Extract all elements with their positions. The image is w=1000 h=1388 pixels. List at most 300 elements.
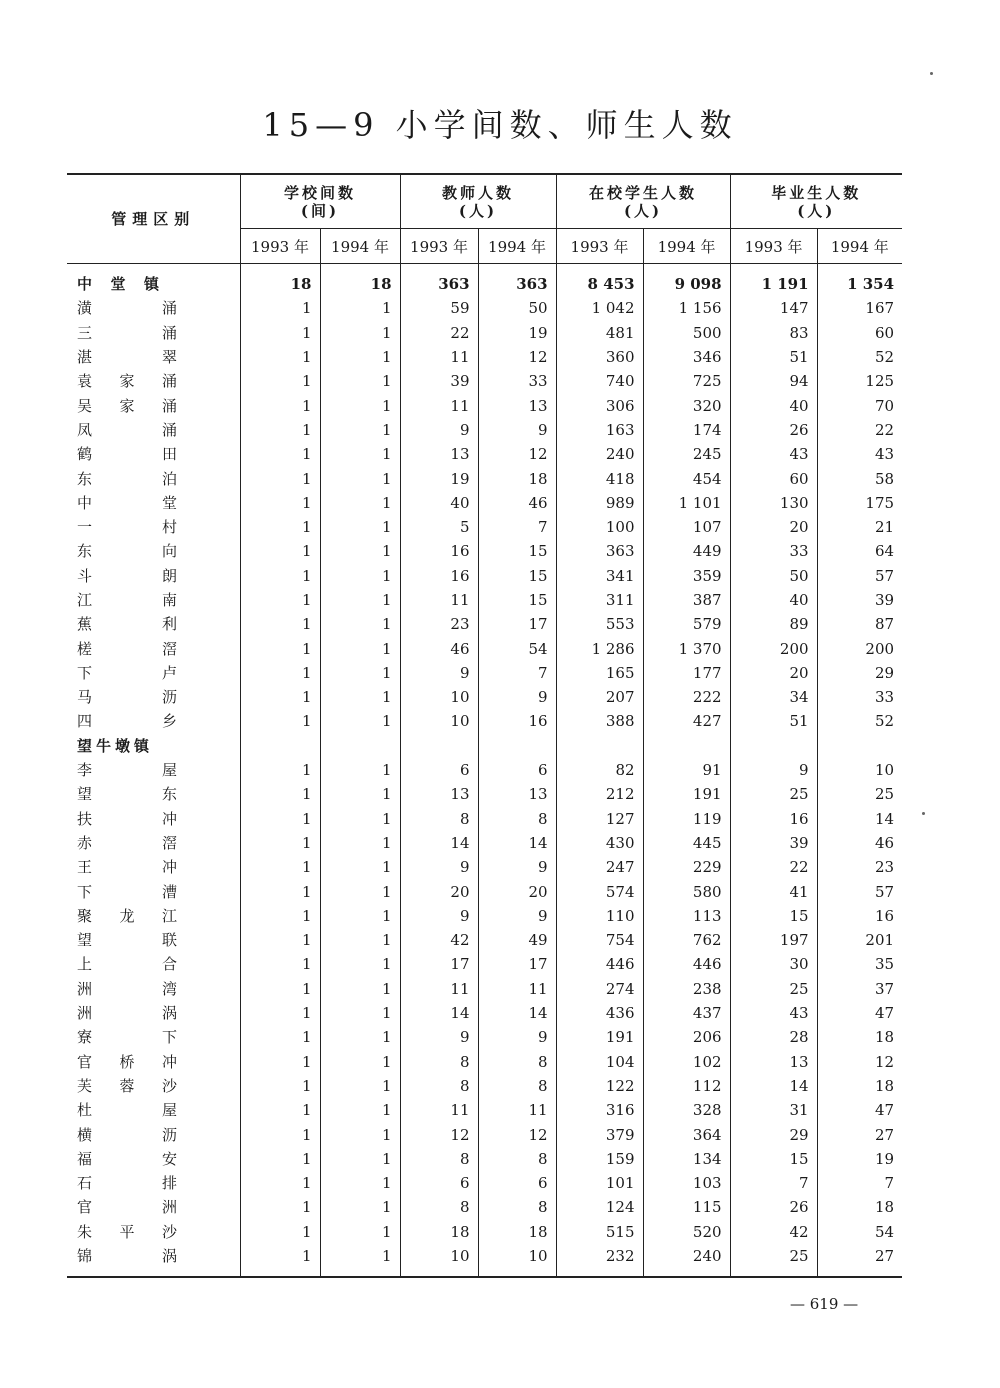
row-label-char: 沥 [161,688,177,707]
table-cell: 379 [556,1122,643,1146]
table-cell: 328 [643,1098,730,1122]
table-cell: 127 [556,807,643,831]
table-cell: 11 [478,1098,556,1122]
table-cell: 1 [240,879,320,903]
table-row [67,564,902,588]
table-cell: 1 [320,952,400,976]
table-cell: 87 [817,612,902,636]
row-label-char: 望 [77,931,93,950]
table-cell: 58 [817,466,902,490]
row-label-char: 东 [77,542,93,561]
table-cell: 15 [730,904,817,928]
table-cell: 11 [400,977,478,1001]
table-row [67,831,902,855]
table-row [67,977,902,1001]
table-cell: 1 [320,928,400,952]
row-label-char: 滘 [161,833,177,852]
table-cell: 1 191 [730,264,817,297]
table-row [67,1244,902,1277]
region-header: 管理区别 [67,174,240,264]
table-cell: 54 [817,1220,902,1244]
table-cell: 1 286 [556,636,643,660]
table-cell [320,734,400,758]
table-cell: 29 [730,1122,817,1146]
table-row [67,369,902,393]
table-row [67,1122,902,1146]
table-cell: 35 [817,952,902,976]
table-cell: 1 [240,1122,320,1146]
row-label-char: 沙 [161,1076,177,1095]
table-cell: 9 [478,418,556,442]
row-label-char: 卢 [161,663,177,682]
table-cell: 52 [817,345,902,369]
table-cell: 1 [320,1050,400,1074]
row-label-char: 龙 [119,906,135,925]
table-cell: 207 [556,685,643,709]
row-label-char: 官 [77,1198,93,1217]
year-header: 1994 年 [320,229,400,264]
row-label-char: 涌 [161,299,177,318]
table-row [67,612,902,636]
table-cell: 22 [400,321,478,345]
row-label-char: 寮 [77,1028,93,1047]
table-cell: 1 [240,1098,320,1122]
table-cell: 341 [556,564,643,588]
row-label-char: 沥 [161,1125,177,1144]
table-row [67,1074,902,1098]
table-cell: 52 [817,709,902,733]
table-cell: 1 [320,296,400,320]
row-label-char: 冲 [161,1052,177,1071]
table-cell: 15 [478,564,556,588]
table-cell: 191 [643,782,730,806]
table-cell: 364 [643,1122,730,1146]
table-cell: 754 [556,928,643,952]
table-cell: 1 [240,904,320,928]
row-label [67,1122,240,1146]
table-cell: 1 [320,1244,400,1277]
table-cell: 212 [556,782,643,806]
table-cell: 346 [643,345,730,369]
table-cell: 359 [643,564,730,588]
table-body [67,264,902,1278]
table-cell: 39 [400,369,478,393]
table-cell: 33 [817,685,902,709]
table-row [67,515,902,539]
table-row [67,952,902,976]
row-label-char: 合 [161,955,177,974]
row-label-char: 蕉 [77,615,93,634]
table-cell: 1 101 [643,491,730,515]
table-cell: 1 [240,588,320,612]
table-cell: 47 [817,1098,902,1122]
table-cell: 167 [817,296,902,320]
table-cell [478,734,556,758]
table-cell: 29 [817,661,902,685]
table-cell: 18 [478,466,556,490]
row-label [67,1050,240,1074]
table-cell: 47 [817,1001,902,1025]
row-label-char: 福 [77,1149,93,1168]
table-cell: 229 [643,855,730,879]
table-cell: 200 [730,636,817,660]
table-cell: 1 [240,807,320,831]
row-label [67,1001,240,1025]
group-header-students: 在校学生人数 (人) [556,174,730,229]
table-cell: 1 [240,418,320,442]
table-cell [400,734,478,758]
table-cell: 1 [320,1074,400,1098]
table-cell: 1 [320,636,400,660]
row-label-char: 漕 [161,882,177,901]
row-label-char: 南 [161,591,177,609]
table-cell: 574 [556,879,643,903]
table-cell: 11 [400,393,478,417]
table-cell: 7 [817,1171,902,1195]
table-cell: 54 [478,636,556,660]
row-label-char: 涌 [161,396,177,415]
row-label [67,636,240,660]
table-cell [817,734,902,758]
table-cell: 222 [643,685,730,709]
row-label-char: 赤 [77,833,93,852]
row-label [67,564,240,588]
table-cell: 1 [240,1050,320,1074]
table-cell: 13 [478,393,556,417]
table-cell: 124 [556,1195,643,1219]
table-cell: 10 [478,1244,556,1277]
table-cell: 10 [400,685,478,709]
table-cell: 20 [478,879,556,903]
table-cell: 1 [320,782,400,806]
row-label-char: 上 [77,955,93,974]
table-cell: 9 [400,418,478,442]
row-label [67,758,240,782]
table-cell: 14 [400,1001,478,1025]
table-cell: 7 [478,515,556,539]
table-cell: 1 042 [556,296,643,320]
row-label-char: 向 [161,542,177,561]
table-row [67,855,902,879]
row-label-char: 村 [161,518,177,537]
table-cell: 18 [817,1025,902,1049]
row-label [67,466,240,490]
table-cell: 8 [478,1074,556,1098]
table-cell: 437 [643,1001,730,1025]
row-label-char: 下 [77,663,93,682]
table-cell: 1 [320,539,400,563]
table-cell: 8 [478,807,556,831]
row-label [67,685,240,709]
row-label [67,709,240,733]
table-cell: 42 [400,928,478,952]
table-cell: 40 [730,393,817,417]
row-label [67,296,240,320]
row-label-char: 石 [77,1174,93,1193]
table-cell: 1 [320,904,400,928]
table-cell: 30 [730,952,817,976]
table-cell: 27 [817,1244,902,1277]
table-cell: 11 [478,977,556,1001]
table-cell: 1 [240,345,320,369]
table-cell: 33 [478,369,556,393]
row-label [67,345,240,369]
table-cell: 1 [240,1220,320,1244]
table-cell: 740 [556,369,643,393]
table-cell: 107 [643,515,730,539]
table-cell: 8 [400,1147,478,1171]
table-cell: 316 [556,1098,643,1122]
table-cell: 436 [556,1001,643,1025]
row-label [67,393,240,417]
table-cell: 134 [643,1147,730,1171]
row-label-char: 槎 [77,639,93,658]
table-cell: 119 [643,807,730,831]
table-cell: 1 [240,758,320,782]
table-cell: 115 [643,1195,730,1219]
table-cell: 21 [817,515,902,539]
row-label-char: 中 [77,275,93,294]
table-cell: 1 [240,539,320,563]
table-cell: 10 [817,758,902,782]
row-label-char: 乡 [161,712,177,731]
table-cell: 27 [817,1122,902,1146]
table-cell: 40 [730,588,817,612]
row-label-char: 平 [119,1222,135,1241]
row-label [67,491,240,515]
row-label [67,904,240,928]
table-row [67,1171,902,1195]
year-header: 1994 年 [643,229,730,264]
row-label [67,1171,240,1195]
row-label [67,539,240,563]
table-cell: 89 [730,612,817,636]
table-cell: 1 [240,491,320,515]
table-cell: 16 [817,904,902,928]
table-cell: 240 [556,442,643,466]
table-cell: 165 [556,661,643,685]
table-cell: 1 [240,515,320,539]
table-row [67,685,902,709]
table-cell: 125 [817,369,902,393]
table-cell: 110 [556,904,643,928]
table-cell: 18 [817,1074,902,1098]
table-cell: 306 [556,393,643,417]
table-row [67,442,902,466]
table-cell: 16 [478,709,556,733]
table-cell: 1 [320,1171,400,1195]
table-cell: 989 [556,491,643,515]
table-cell: 1 [240,709,320,733]
table-cell: 7 [478,661,556,685]
table-cell: 363 [556,539,643,563]
table-cell: 101 [556,1171,643,1195]
table-cell: 26 [730,418,817,442]
table-cell: 6 [478,758,556,782]
table-cell: 8 453 [556,264,643,297]
table-cell: 1 [240,564,320,588]
table-cell: 388 [556,709,643,733]
table-cell: 197 [730,928,817,952]
table-cell: 1 [320,418,400,442]
table-cell: 9 [478,685,556,709]
row-label-char: 翠 [161,348,177,367]
row-label-char: 洲 [161,1198,177,1217]
table-cell: 102 [643,1050,730,1074]
table-cell: 725 [643,369,730,393]
row-label [67,734,240,758]
table-cell: 23 [400,612,478,636]
table-cell: 418 [556,466,643,490]
table-cell: 1 [240,977,320,1001]
table-cell: 174 [643,418,730,442]
row-label [67,515,240,539]
table-cell: 17 [478,952,556,976]
table-cell: 245 [643,442,730,466]
table-cell: 51 [730,709,817,733]
row-label-char: 屋 [161,761,177,780]
table-cell: 1 [320,685,400,709]
table-cell: 94 [730,369,817,393]
table-cell: 17 [400,952,478,976]
table-cell: 1 [240,321,320,345]
row-label [67,321,240,345]
table-cell: 22 [730,855,817,879]
table-cell: 43 [730,442,817,466]
table-row [67,758,902,782]
statistics-table [67,173,902,1278]
table-cell: 25 [730,782,817,806]
table-cell: 42 [730,1220,817,1244]
table-cell: 1 [320,1122,400,1146]
table-cell: 14 [400,831,478,855]
table-cell: 20 [730,515,817,539]
row-label-char: 中 [77,493,93,512]
table-row [67,588,902,612]
table-cell: 18 [400,1220,478,1244]
row-label-char: 朗 [161,566,177,585]
row-label-char: 扶 [77,809,93,828]
year-header: 1994 年 [817,229,902,264]
table-cell: 201 [817,928,902,952]
table-cell: 13 [478,782,556,806]
table-cell: 12 [817,1050,902,1074]
row-label-char: 芙 [77,1076,93,1095]
table-cell: 1 [320,758,400,782]
row-label-char: 冲 [161,809,177,828]
row-label-char: 洲 [77,979,93,998]
table-cell: 70 [817,393,902,417]
table-cell: 9 [478,904,556,928]
year-header: 1993 年 [730,229,817,264]
table-cell: 430 [556,831,643,855]
row-label [67,782,240,806]
table-cell: 15 [478,588,556,612]
table-cell: 83 [730,321,817,345]
row-label-char: 王 [77,858,93,877]
row-label [67,1025,240,1049]
row-label-char: 杜 [77,1101,93,1120]
row-label [67,1195,240,1219]
table-cell: 104 [556,1050,643,1074]
table-cell: 1 [320,491,400,515]
table-cell: 15 [478,539,556,563]
table-cell: 363 [400,264,478,297]
row-label-char: 涌 [161,323,177,342]
table-cell: 1 [320,1025,400,1049]
table-cell: 25 [730,1244,817,1277]
table-cell: 580 [643,879,730,903]
table-cell: 100 [556,515,643,539]
row-label-char: 涡 [161,1247,177,1266]
table-cell: 1 [320,1098,400,1122]
row-label [67,831,240,855]
table-cell: 427 [643,709,730,733]
table-cell: 1 [240,1244,320,1277]
table-cell: 7 [730,1171,817,1195]
table-cell: 9 [400,904,478,928]
table-cell: 19 [817,1147,902,1171]
table-cell: 1 [320,1220,400,1244]
table-cell: 37 [817,977,902,1001]
table-cell: 311 [556,588,643,612]
table-cell: 1 [240,1025,320,1049]
table-cell: 6 [400,1171,478,1195]
table-cell: 1 [240,685,320,709]
scan-speck [930,72,933,75]
table-row [67,636,902,660]
table-cell: 39 [730,831,817,855]
table-cell: 515 [556,1220,643,1244]
table-row [67,1147,902,1171]
table-cell: 43 [730,1001,817,1025]
table-cell: 23 [817,855,902,879]
row-label-char: 家 [119,396,135,415]
table-cell [556,734,643,758]
table-cell [240,734,320,758]
table-cell: 11 [400,588,478,612]
table-cell: 51 [730,345,817,369]
table-row [67,1050,902,1074]
table-row [67,734,902,758]
table-cell: 500 [643,321,730,345]
table-cell: 31 [730,1098,817,1122]
table-cell: 46 [478,491,556,515]
table-cell: 1 354 [817,264,902,297]
row-label-char: 一 [77,518,93,537]
table-cell: 60 [817,321,902,345]
row-label-char: 蓉 [119,1076,135,1095]
table-cell: 18 [478,1220,556,1244]
row-label-char: 家 [119,372,135,391]
row-label-char: 官 [77,1052,93,1071]
table-cell: 449 [643,539,730,563]
row-label-char: 锦 [77,1247,93,1266]
table-cell [730,734,817,758]
table-cell: 8 [478,1195,556,1219]
table-cell: 1 [240,952,320,976]
row-label-char: 利 [161,615,177,634]
table-cell: 59 [400,296,478,320]
table-cell: 387 [643,588,730,612]
table-cell: 8 [400,1195,478,1219]
table-cell: 1 [320,393,400,417]
table-cell: 50 [730,564,817,588]
table-cell: 9 [730,758,817,782]
table-cell: 1 [320,588,400,612]
table-cell: 18 [320,264,400,297]
table-cell: 1 [320,321,400,345]
